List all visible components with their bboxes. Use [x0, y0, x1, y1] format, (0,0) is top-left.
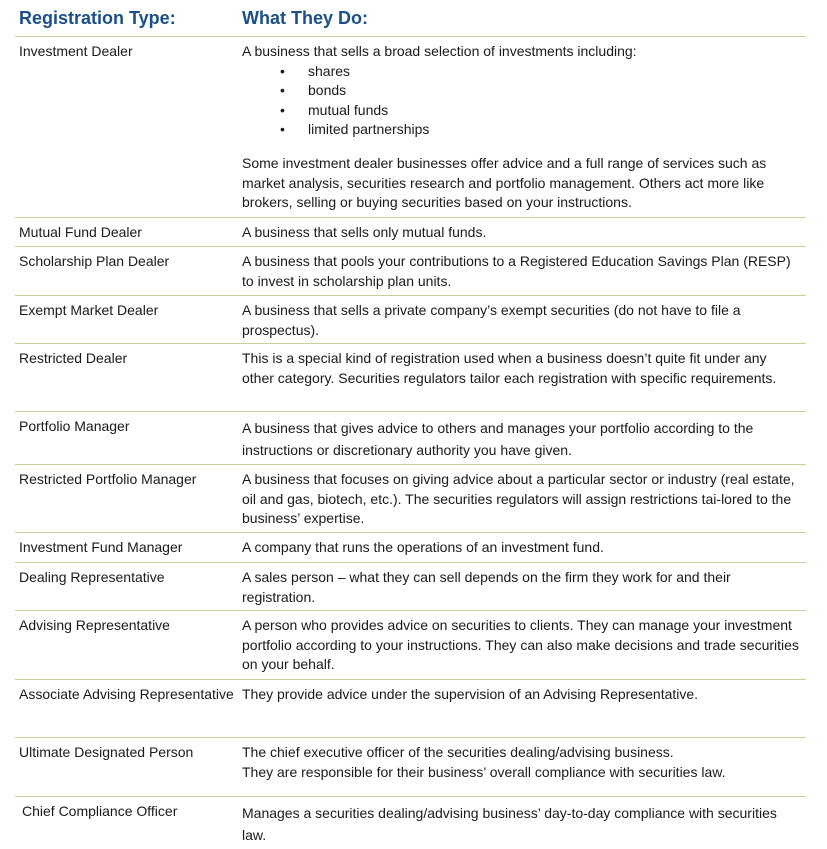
- table-row-dealing-representative: [15, 562, 806, 611]
- registration-type: Mutual Fund Dealer: [19, 224, 142, 240]
- list-item: • shares: [242, 62, 802, 82]
- registration-description: Manages a securities dealing/advising business’ day-to-day compliance with securities law.: [242, 805, 777, 843]
- registration-type: Advising Representative: [19, 617, 170, 633]
- table-row-mutual-fund-dealer: [15, 217, 806, 247]
- registration-description: They provide advice under the supervision of an Advising Representative.: [242, 686, 699, 702]
- registration-type: Investment Fund Manager: [19, 539, 183, 555]
- list-item: • mutual funds: [242, 101, 802, 121]
- description-intro: A business that sells a broad selection of investments including:: [242, 43, 637, 59]
- list-item: • limited partnerships: [242, 120, 802, 140]
- registration-description: A person who provides advice on securities to clients. They can manage your investment portfolio according to your instructions. They can also make decisions and trade securities on your behalf.: [242, 617, 799, 673]
- registration-description: This is a special kind of registration used when a business doesn’t quite fit under any other category. Securities regulators tailor each registration with specific requirements.: [242, 350, 777, 386]
- registration-description: [242, 42, 802, 213]
- column-header-what-they-do: What They Do:: [242, 8, 368, 28]
- description-line: They are responsible for their business’ overall compliance with securities law.: [242, 763, 726, 780]
- registration-description: A business that gives advice to others and manages your portfolio according to the instructions or discretionary authority you have given.: [242, 420, 754, 458]
- registration-description: [242, 743, 802, 782]
- description-line: The chief executive officer of the securities dealing/advising business.: [242, 744, 674, 760]
- table-row-exempt-market-dealer: [15, 295, 806, 344]
- registration-type: Portfolio Manager: [19, 418, 130, 434]
- registration-description: A business that sells a private company’s exempt securities (do not have to file a prospectus).: [242, 302, 741, 338]
- registration-type: Investment Dealer: [19, 43, 133, 59]
- table-row-associate-advising-representative: [15, 679, 806, 738]
- table-row-ultimate-designated-person: [15, 737, 806, 797]
- table-row-portfolio-manager: [15, 411, 806, 465]
- table-row-restricted-portfolio-manager: [15, 464, 806, 533]
- registration-type: Dealing Representative: [19, 569, 165, 585]
- list-item: • bonds: [242, 81, 802, 101]
- table-row-scholarship-plan-dealer: [15, 246, 806, 296]
- registration-type: Scholarship Plan Dealer: [19, 253, 170, 269]
- registration-type: Chief Compliance Officer: [22, 803, 178, 819]
- description-more: Some investment dealer businesses offer advice and a full range of services such as market analysis, securities research and portfolio management. Others act more like brokers, selling or buying securities based on your instructions.: [242, 154, 767, 211]
- registration-type: Exempt Market Dealer: [19, 302, 159, 318]
- registration-description: A business that sells only mutual funds.: [242, 224, 487, 240]
- table-row-restricted-dealer: [15, 343, 806, 412]
- registration-type: Associate Advising Representative: [19, 686, 234, 702]
- registration-description: A company that runs the operations of an investment fund.: [242, 539, 604, 555]
- column-header-registration-type: Registration Type:: [19, 8, 176, 28]
- registration-description: A business that pools your contributions to a Registered Education Savings Plan (RESP) to invest in scholarship plan units.: [242, 253, 791, 289]
- registration-type: Restricted Dealer: [19, 350, 128, 366]
- registration-description: A business that focuses on giving advice about a particular sector or industry (real estate, oil and gas, biotech, etc.). The securities regulators will assign restrictions tai-lored to the business’ expertise.: [242, 471, 795, 527]
- registration-type: Restricted Portfolio Manager: [19, 471, 197, 487]
- table-row-investment-fund-manager: [15, 532, 806, 563]
- table-row-advising-representative: [15, 610, 806, 680]
- table-header: [0, 0, 827, 36]
- table-row-investment-dealer: [15, 36, 806, 218]
- registration-type: Ultimate Designated Person: [19, 744, 194, 760]
- table-row-chief-compliance-officer: [15, 796, 806, 849]
- registration-description: A sales person – what they can sell depends on the firm they work for and their registration.: [242, 569, 731, 605]
- investment-list: [242, 62, 802, 140]
